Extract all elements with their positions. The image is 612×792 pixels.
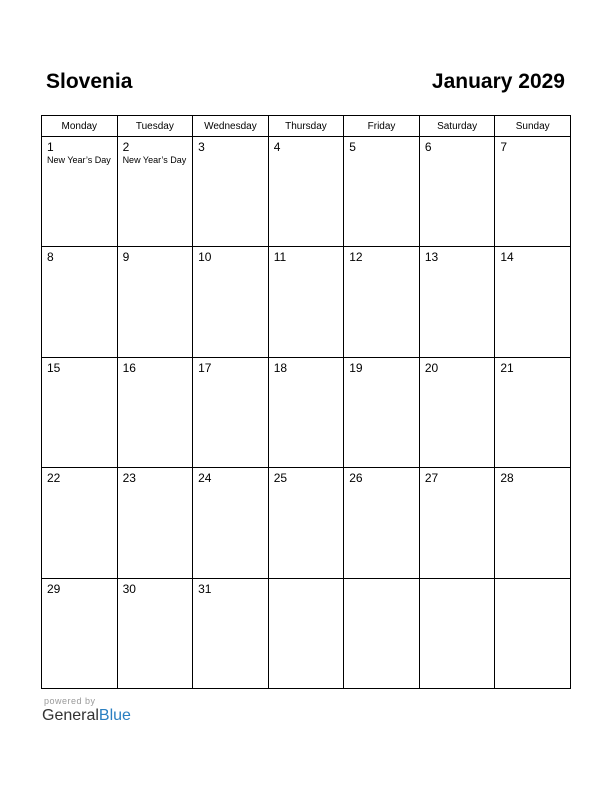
day-cell: [117, 247, 193, 357]
calendar-week-row: [42, 578, 571, 688]
day-cell: [42, 137, 118, 247]
weekday-header-sunday: Sunday: [495, 116, 571, 137]
day-cell: [268, 578, 344, 688]
day-cell: [117, 357, 193, 467]
generalblue-logo: [42, 707, 131, 725]
day-number: 8: [47, 250, 54, 265]
weekday-header-wednesday: Wednesday: [193, 116, 269, 137]
day-cell: [117, 468, 193, 578]
calendar-week-row: [42, 247, 571, 357]
day-number: 26: [349, 471, 363, 486]
footer-branding: [42, 696, 131, 725]
day-number: 15: [47, 360, 61, 375]
day-cell: [268, 357, 344, 467]
day-cell: [419, 247, 495, 357]
day-number: [344, 579, 419, 582]
day-number: 1: [47, 140, 54, 154]
logo-text-blue: Blue: [98, 707, 131, 724]
day-number: 2: [122, 140, 130, 154]
day-number: 12: [349, 250, 363, 265]
day-number: 16: [122, 360, 136, 375]
day-number: 18: [273, 360, 288, 375]
day-number: 3: [198, 140, 205, 154]
day-cell: [495, 247, 571, 357]
holiday-label: New Year’s Day: [47, 155, 111, 165]
day-number: 21: [500, 360, 514, 375]
calendar-weeks: [42, 137, 571, 689]
day-number: 31: [198, 581, 212, 596]
weekday-header-tuesday: Tuesday: [117, 116, 193, 137]
weekday-header-thursday: Thursday: [268, 116, 344, 137]
day-cell: [193, 578, 269, 688]
day-cell: [419, 468, 495, 578]
day-cell: [268, 247, 344, 357]
day-cell: [419, 357, 495, 467]
day-number: [269, 579, 344, 582]
country-title: Slovenia: [46, 70, 133, 93]
calendar-week-row: [42, 137, 571, 247]
day-cell: [268, 468, 344, 578]
calendar-week-row: [42, 468, 571, 578]
day-number: [495, 579, 570, 582]
calendar-week-row: [42, 357, 571, 467]
day-cell: [42, 247, 118, 357]
day-cell: [193, 357, 269, 467]
day-number: 27: [424, 471, 439, 486]
day-cell: [344, 137, 420, 247]
weekday-header-monday: Monday: [42, 116, 118, 137]
day-number: 6: [424, 140, 432, 154]
day-cell: [344, 578, 420, 688]
day-cell: [344, 468, 420, 578]
weekday-header-row: [42, 116, 571, 137]
day-cell: [495, 137, 571, 247]
day-number: [420, 579, 495, 582]
day-number: 5: [349, 140, 356, 154]
day-number: 13: [424, 250, 439, 265]
day-cell: [495, 578, 571, 688]
holiday-label: New Year’s Day: [122, 155, 187, 165]
day-number: 17: [198, 360, 212, 375]
weekday-header-friday: Friday: [344, 116, 420, 137]
day-cell: [193, 247, 269, 357]
day-number: 30: [122, 581, 136, 596]
month-title: January 2029: [431, 70, 565, 93]
day-cell: [117, 137, 193, 247]
calendar-header: [46, 70, 565, 98]
day-cell: [495, 357, 571, 467]
day-number: 23: [122, 471, 136, 486]
day-cell: [344, 247, 420, 357]
day-number: 9: [122, 250, 130, 265]
day-number: 25: [273, 471, 288, 486]
day-cell: [42, 468, 118, 578]
day-cell: [419, 578, 495, 688]
day-number: 28: [500, 471, 514, 486]
day-number: 11: [273, 250, 287, 265]
day-number: 14: [500, 250, 514, 265]
weekday-header-saturday: Saturday: [419, 116, 495, 137]
day-number: 4: [273, 140, 281, 154]
day-number: 24: [198, 471, 212, 486]
day-number: 22: [47, 471, 61, 486]
day-number: 20: [424, 360, 439, 375]
day-number: 10: [198, 250, 212, 265]
day-cell: [42, 357, 118, 467]
day-cell: [344, 357, 420, 467]
day-number: 7: [500, 140, 508, 154]
day-cell: [495, 468, 571, 578]
day-cell: [117, 578, 193, 688]
day-number: 29: [47, 581, 61, 596]
month-calendar-grid: [41, 115, 571, 689]
day-cell: [419, 137, 495, 247]
day-cell: [42, 578, 118, 688]
day-number: 19: [349, 360, 363, 375]
day-cell: [193, 137, 269, 247]
day-cell: [268, 137, 344, 247]
logo-text-general: General: [42, 707, 99, 724]
powered-by-label: powered by: [44, 696, 96, 706]
day-cell: [193, 468, 269, 578]
